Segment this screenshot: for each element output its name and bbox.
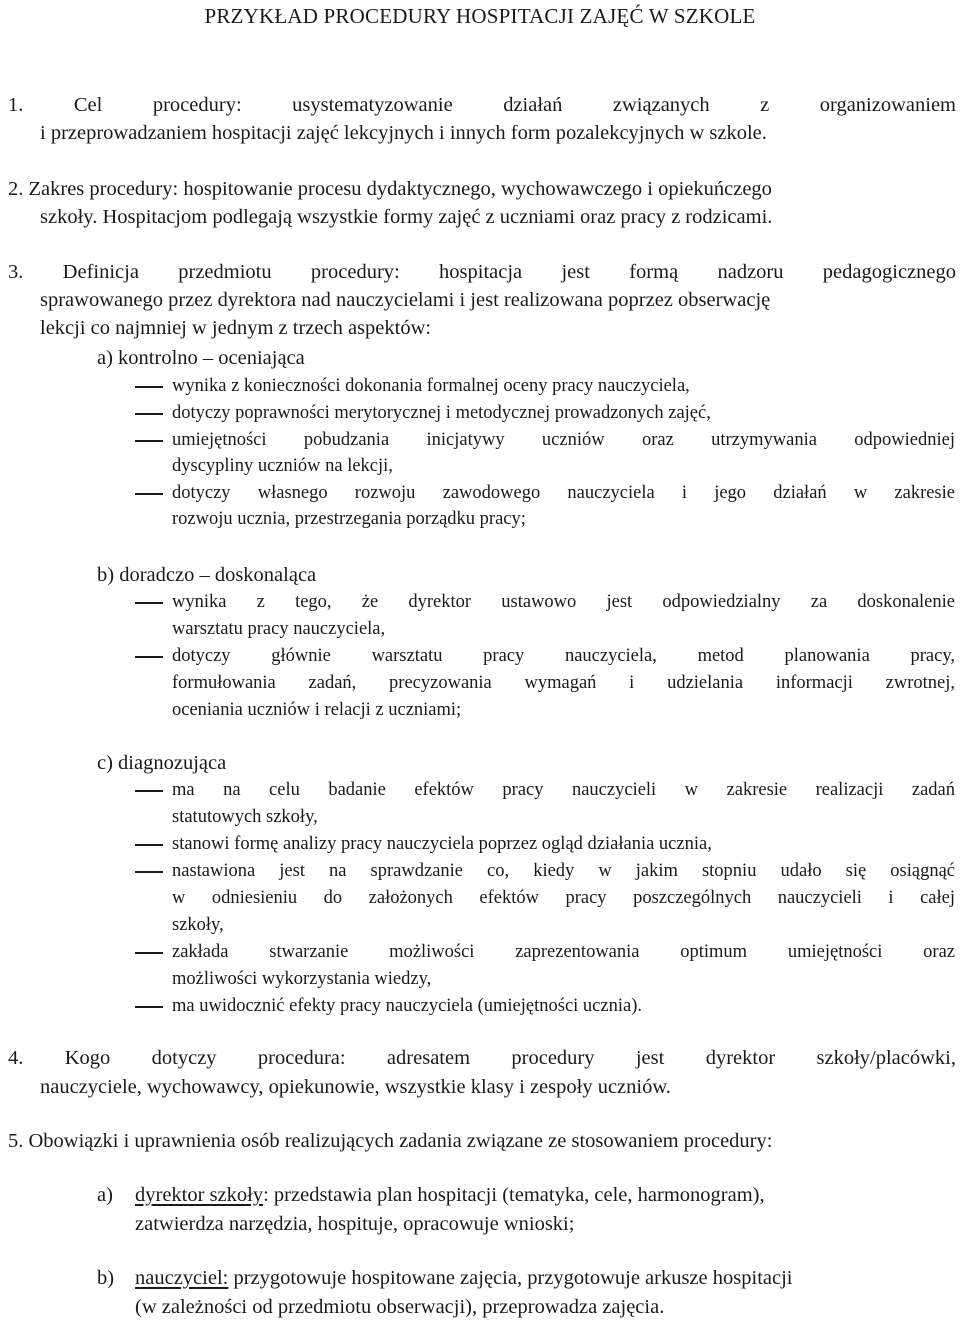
aspect-c-bullet-5: ma uwidocznić efekty pracy nauczyciela (umiejętności ucznia). (172, 996, 642, 1016)
section-5-line-1: 5. Obowiązki i uprawnienia osób realizujących zadania związane ze stosowaniem procedury: (8, 1130, 773, 1152)
aspect-c-bullet-3-line-1: nastawiona jest na sprawdzanie co, kiedy w jakim stopniu udało się osiągnąć (172, 861, 955, 881)
section-3-line-2: sprawowanego przez dyrektora nad nauczycielami i jest realizowana poprzez obserwację (40, 289, 771, 311)
aspect-b-bullet-1-line-1: wynika z tego, że dyrektor ustawowo jest odpowiedzialny za doskonalenie (172, 592, 955, 612)
aspect-b-bullet-2-line-1: dotyczy głównie warsztatu pracy nauczyciela, metod planowania pracy, (172, 646, 955, 666)
aspect-c-bullet-4-line-1: zakłada stwarzanie możliwości zaprezentowania optimum umiejętności oraz (172, 942, 955, 962)
aspect-c-heading: c) diagnozująca (97, 752, 227, 774)
aspect-b-bullet-1-line-2: warsztatu pracy nauczyciela, (172, 619, 386, 639)
aspect-c-bullet-2: stanowi formę analizy pracy nauczyciela poprzez ogląd działania ucznia, (172, 834, 712, 854)
bullet-dash (135, 952, 163, 954)
aspect-c-bullet-3-line-3: szkoły, (172, 915, 224, 935)
aspect-a-bullet-1: wynika z konieczności dokonania formalnej oceny pracy nauczyciela, (172, 376, 690, 396)
bullet-dash (135, 440, 163, 442)
bullet-dash (135, 844, 163, 846)
aspect-a-bullet-4-line-1: dotyczy własnego rozwoju zawodowego nauczyciela i jego działań w zakresie (172, 483, 955, 503)
document-title: PRZYKŁAD PROCEDURY HOSPITACJI ZAJĘĆ W SZKOLE (204, 4, 756, 28)
duty-b-prefix: b) (97, 1267, 115, 1289)
duty-b-text: przygotowuje hospitowane zajęcia, przygotowuje arkusze hospitacji (228, 1267, 793, 1289)
aspect-b-heading: b) doradczo – doskonaląca (97, 564, 317, 586)
aspect-a-heading: a) kontrolno – oceniająca (97, 347, 305, 369)
aspect-a-bullet-3-line-1: umiejętności pobudzania inicjatywy uczniów oraz utrzymywania odpowiedniej (172, 430, 955, 450)
section-2-line-2: szkoły. Hospitacjom podlegają wszystkie formy zajęć z uczniami oraz pracy z rodzicami. (40, 206, 773, 228)
bullet-dash (135, 602, 163, 604)
aspect-a-bullet-2: dotyczy poprawności merytorycznej i metodycznej prowadzonych zajęć, (172, 403, 711, 423)
aspect-c-bullet-3-line-2: w odniesieniu do założonych efektów pracy poszczególnych nauczycieli i całej (172, 888, 955, 908)
aspect-b-bullet-2-line-3: oceniania uczniów i relacji z uczniami; (172, 700, 462, 720)
section-4-line-2: nauczyciele, wychowawcy, opiekunowie, wszystkie klasy i zespoły uczniów. (40, 1076, 671, 1098)
section-4-line-1: 4. Kogo dotyczy procedura: adresatem procedury jest dyrektor szkoły/placówki, (8, 1047, 956, 1069)
section-2-line-1: 2. Zakres procedury: hospitowanie procesu dydaktycznego, wychowawczego i opiekuńczego (8, 178, 772, 200)
aspect-c-bullet-4-line-2: możliwości wykorzystania wiedzy, (172, 969, 432, 989)
duty-a-line-2: zatwierdza narzędzia, hospituje, opracowuje wnioski; (135, 1213, 575, 1235)
bullet-dash (135, 1006, 163, 1008)
aspect-a-bullet-4-line-2: rozwoju ucznia, przestrzegania porządku pracy; (172, 509, 526, 529)
bullet-dash (135, 790, 163, 792)
bullet-dash (135, 871, 163, 873)
bullet-dash (135, 386, 163, 388)
bullet-dash (135, 413, 163, 415)
aspect-a-bullet-3-line-2: dyscypliny uczniów na lekcji, (172, 456, 393, 476)
duty-a-role: dyrektor szkoły (135, 1184, 264, 1206)
section-1-line-2: i przeprowadzaniem hospitacji zajęć lekcyjnych i innych form pozalekcyjnych w szkole. (40, 122, 767, 144)
aspect-c-bullet-1-line-1: ma na celu badanie efektów pracy nauczycieli w zakresie realizacji zadań (172, 780, 955, 800)
duty-a-line-1 (135, 1182, 765, 1208)
aspect-c-bullet-1-line-2: statutowych szkoły, (172, 807, 318, 827)
duty-b-line-2: (w zależności od przedmiotu obserwacji), przeprowadza zajęcia. (135, 1296, 665, 1318)
section-1-line-1: 1. Cel procedury: usystematyzowanie działań związanych z organizowaniem (8, 94, 956, 116)
duty-b-role: nauczyciel: (135, 1267, 229, 1289)
section-3-line-1: 3. Definicja przedmiotu procedury: hospitacja jest formą nadzoru pedagogicznego (8, 261, 956, 283)
duty-b-line-1 (135, 1265, 792, 1291)
bullet-dash (135, 656, 163, 658)
duty-a-prefix: a) (97, 1184, 113, 1206)
section-3-line-3: lekcji co najmniej w jednym z trzech aspektów: (40, 317, 432, 339)
duty-a-text: : przedstawia plan hospitacji (tematyka, cele, harmonogram), (263, 1184, 765, 1206)
bullet-dash (135, 493, 163, 495)
aspect-b-bullet-2-line-2: formułowania zadań, precyzowania wymagań i udzielania informacji zwrotnej, (172, 673, 955, 693)
